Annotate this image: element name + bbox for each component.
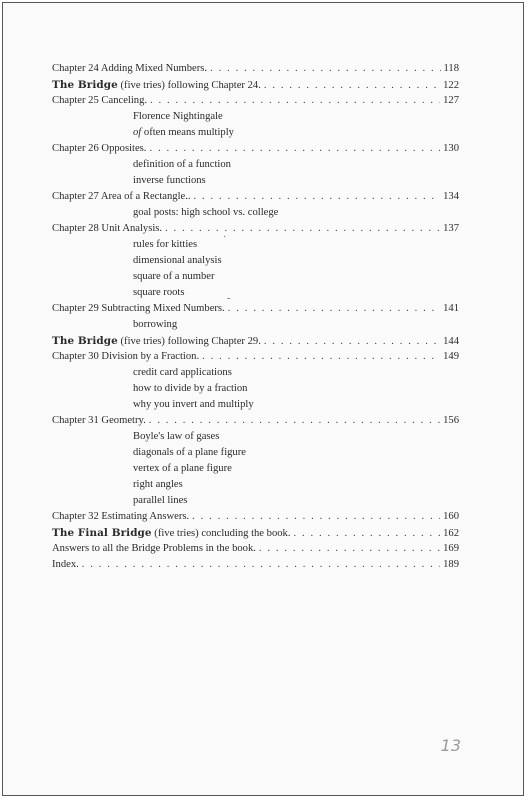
toc-entry xyxy=(52,413,459,429)
toc-page-number: 137 xyxy=(443,223,459,234)
toc-subtopic: Boyle's law of gases xyxy=(133,431,220,442)
toc-entry-label: Chapter 31 Geometry. xyxy=(52,415,146,426)
dot-leader xyxy=(192,509,440,525)
toc-entry-label: Chapter 27 Area of a Rectangle.. xyxy=(52,191,191,202)
dot-leader xyxy=(149,413,440,429)
bridge-title: The Final Bridge xyxy=(52,527,152,539)
toc-entry-label xyxy=(52,77,261,94)
bridge-description: (five tries) following Chapter 29. xyxy=(117,336,261,347)
dot-leader xyxy=(82,557,440,573)
toc-entry xyxy=(52,349,459,365)
toc-subtopic: rules for kitties xyxy=(133,239,198,250)
toc-page-number: 162 xyxy=(443,528,459,539)
toc-entry xyxy=(52,525,459,541)
toc-page-number: 169 xyxy=(443,543,459,554)
dot-leader xyxy=(259,541,440,557)
toc-subtopic: right angles xyxy=(133,479,183,490)
toc-page-number: 127 xyxy=(443,95,459,106)
toc-page-number: 160 xyxy=(443,511,459,522)
dot-leader xyxy=(210,61,440,77)
toc-entry xyxy=(52,189,459,205)
stray-mark: · xyxy=(223,232,227,243)
toc-entry xyxy=(52,301,459,317)
toc-subtopic: dimensional analysis xyxy=(133,255,222,266)
toc-entry-label: Answers to all the Bridge Problems in the book. xyxy=(52,543,256,554)
toc-subtopic: inverse functions xyxy=(133,175,206,186)
book-page xyxy=(2,2,524,796)
toc-entry xyxy=(52,93,459,109)
bridge-title: The Bridge xyxy=(52,79,118,91)
bridge-description: (five tries) concluding the book. xyxy=(151,528,291,539)
dot-leader xyxy=(228,301,440,317)
dot-leader xyxy=(294,526,441,542)
toc-subtopic: why you invert and multiply xyxy=(133,399,254,410)
dot-leader xyxy=(194,189,441,205)
dot-leader xyxy=(149,141,440,157)
toc-subtopic: how to divide by a fraction xyxy=(133,383,248,394)
toc-page-number: 141 xyxy=(443,303,459,314)
toc-subtopic: Florence Nightingale xyxy=(133,111,223,122)
toc-entry-label: Index. xyxy=(52,559,79,570)
stray-mark: - xyxy=(227,293,231,304)
toc-entry xyxy=(52,77,459,93)
toc-subtopic: vertex of a plane figure xyxy=(133,463,232,474)
toc-subtopic: credit card applications xyxy=(133,367,232,378)
toc-page-number: 130 xyxy=(443,143,459,154)
toc-entry xyxy=(52,541,459,557)
toc-entry-label xyxy=(52,333,261,350)
toc-entry-label: Chapter 24 Adding Mixed Numbers. xyxy=(52,63,208,74)
toc-entry-label: Chapter 25 Canceling. xyxy=(52,95,148,106)
italic-word: of xyxy=(133,127,142,138)
toc-entry xyxy=(52,509,459,525)
bridge-title: The Bridge xyxy=(52,335,118,347)
toc-subtopic: goal posts: high school vs. college xyxy=(133,207,279,218)
subtopic-text: often means multiply xyxy=(141,127,234,138)
toc-subtopic: square roots xyxy=(133,287,185,298)
toc-entry xyxy=(52,333,459,349)
toc-entry-label: Chapter 26 Opposites. xyxy=(52,143,147,154)
dot-leader xyxy=(202,349,440,365)
toc-entry-label xyxy=(52,525,291,542)
table-of-contents xyxy=(52,61,459,573)
dot-leader xyxy=(264,334,440,350)
toc-subtopic: parallel lines xyxy=(133,495,188,506)
toc-subtopic: borrowing xyxy=(133,319,178,330)
toc-entry xyxy=(52,221,459,237)
toc-entry xyxy=(52,557,459,573)
toc-entry-label: Chapter 28 Unit Analysis. xyxy=(52,223,163,234)
toc-subtopic: square of a number xyxy=(133,271,215,282)
toc-entry-label: Chapter 29 Subtracting Mixed Numbers. xyxy=(52,303,225,314)
toc-subtopic xyxy=(52,125,459,141)
toc-entry-label: Chapter 30 Division by a Fraction. xyxy=(52,351,200,362)
toc-page-number: 149 xyxy=(443,351,459,362)
toc-entry xyxy=(52,141,459,157)
toc-page-number: 144 xyxy=(443,336,459,347)
page-number: 13 xyxy=(440,736,461,755)
toc-page-number: 118 xyxy=(443,63,459,74)
toc-page-number: 122 xyxy=(443,80,459,91)
toc-subtopic: definition of a function xyxy=(133,159,231,170)
toc-page-number: 134 xyxy=(443,191,459,202)
toc-page-number: 156 xyxy=(443,415,459,426)
toc-entry xyxy=(52,61,459,77)
dot-leader xyxy=(264,78,440,94)
dot-leader xyxy=(165,221,440,237)
toc-subtopic: diagonals of a plane figure xyxy=(133,447,246,458)
dot-leader xyxy=(150,93,440,109)
toc-entry-label: Chapter 32 Estimating Answers. xyxy=(52,511,190,522)
toc-page-number: 189 xyxy=(443,559,459,570)
bridge-description: (five tries) following Chapter 24. xyxy=(117,80,261,91)
